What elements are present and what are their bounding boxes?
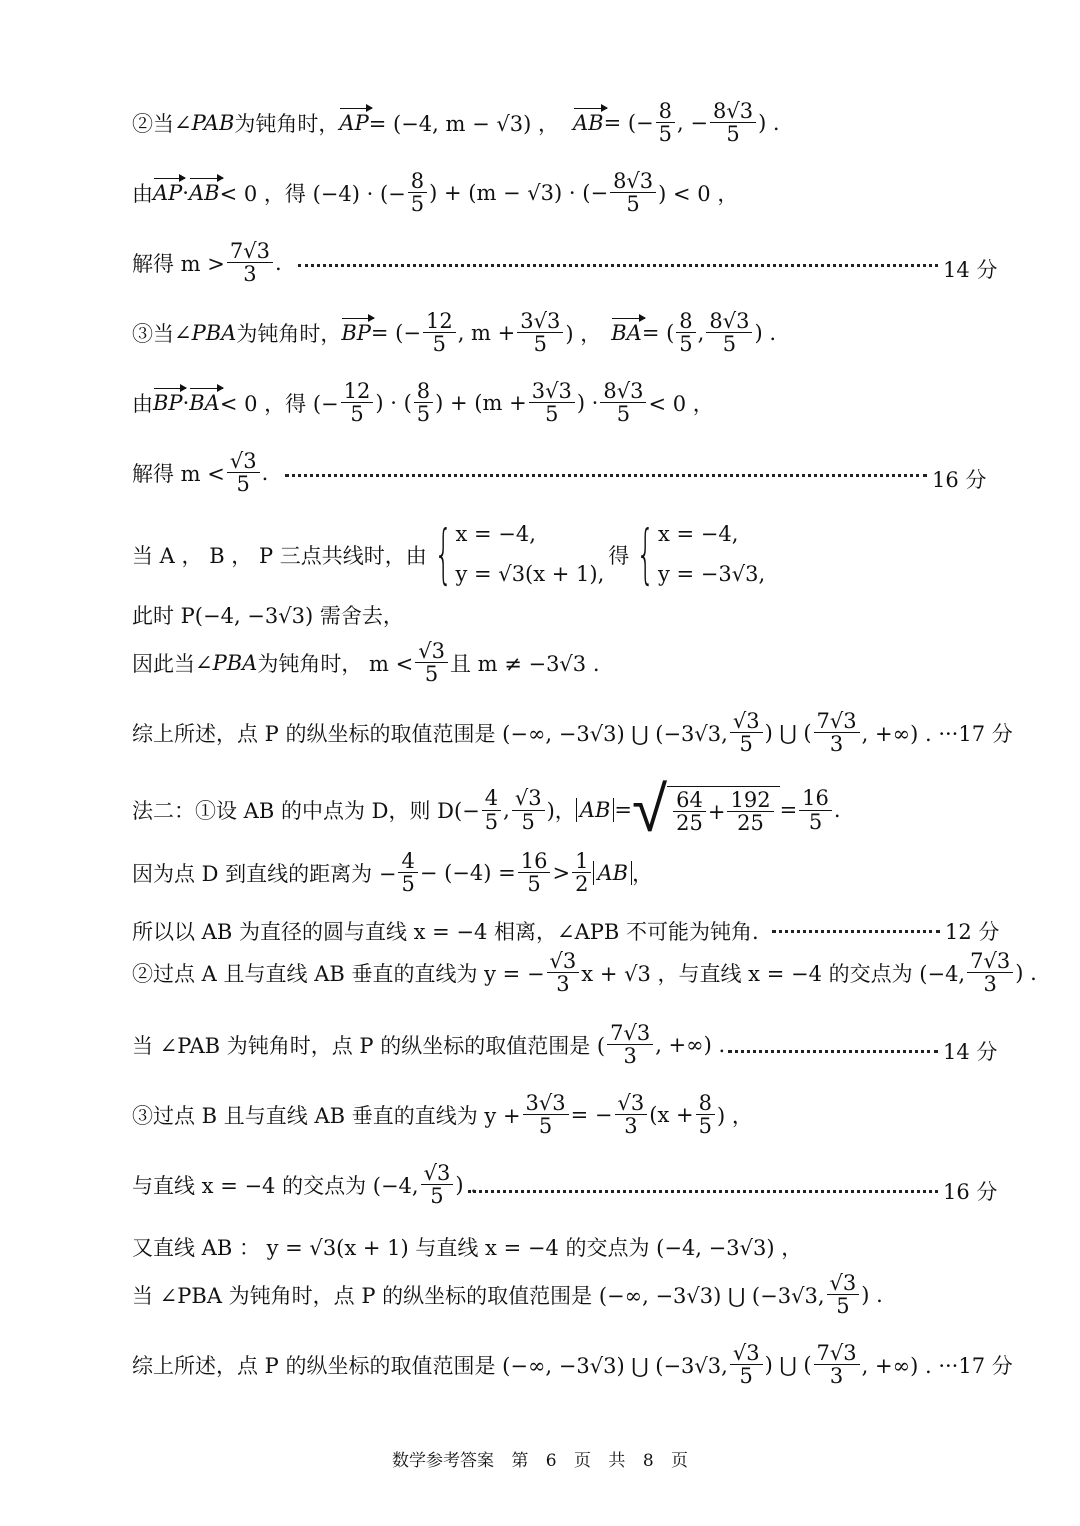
math: ) ，: [716, 1103, 753, 1128]
math: = (−: [370, 320, 421, 345]
fraction: $\frac{1}{2}$: [572, 850, 591, 895]
fraction: $\frac{8}{5}$: [414, 380, 433, 425]
line-17: [132, 1162, 477, 1207]
math: < 0 ，得 (−: [219, 391, 339, 416]
math: =: [614, 798, 632, 822]
text: 当 A ， B ， P 三点共线时，由: [132, 543, 427, 568]
score-leader: [468, 1190, 938, 1193]
score: 16 分: [932, 468, 987, 492]
line-7: [132, 515, 769, 595]
page-footer: [0, 1446, 1080, 1471]
vector-ap: AP: [153, 180, 183, 205]
math: ) .: [455, 1172, 477, 1197]
line-12: [132, 850, 653, 895]
text: 综上所述，点 P 的纵坐标的取值范围是 (−∞, −3√3) ⋃ (−3√3,: [132, 1353, 728, 1378]
line-6: [132, 450, 268, 495]
line-20: [132, 1342, 1013, 1387]
math: ∠PBA: [195, 650, 258, 675]
text: 当 ∠PAB 为钝角时，点 P 的纵坐标的取值范围是 (: [132, 1033, 606, 1058]
math: ) ⋃ (: [764, 720, 812, 745]
text: 与直线 x = −4 的交点为 (−4,: [132, 1173, 419, 1198]
footer-subject: 数学参考答案: [391, 1451, 494, 1471]
math: , +∞) . ···17 分: [861, 1353, 1013, 1378]
math: ) .: [754, 320, 777, 345]
line-4: ③当 ∠PBA 为钝角时， BP = (− $\frac{12}{5}$ , m + $\frac{3√3}{5}$ ) ， BA = ( $\frac{8}{5}$ , $\frac{8√3}{5}$ ) .: [132, 309, 777, 357]
line-10: [132, 710, 1013, 755]
vector-ab: AB: [188, 180, 220, 205]
text: 为钝角时，: [236, 321, 342, 346]
fraction: $\frac{12}{5}$: [341, 380, 374, 425]
math: = (: [641, 320, 675, 345]
fraction: $\frac{√3}{3}$: [547, 950, 580, 995]
vector-ba: BA: [611, 320, 642, 345]
fraction: $\frac{12}{5}$: [423, 310, 456, 355]
math: ) .: [1015, 960, 1037, 985]
math: 且 m ≠ −3√3 .: [449, 651, 600, 676]
text: 为钝角时， m <: [257, 651, 414, 676]
math: ) < 0 ，: [658, 181, 739, 206]
fraction: $\frac{7√3}{3}$: [967, 950, 1013, 995]
fraction: $\frac{16}{5}$: [518, 850, 551, 895]
line-13: 所以以 AB 为直径的圆与直线 x = −4 相离，∠APB 不可能为钝角.: [132, 920, 759, 944]
math: , m +: [457, 320, 516, 345]
fraction: $\frac{8√3}{5}$: [706, 310, 752, 355]
fraction: $\frac{3√3}{5}$: [517, 310, 563, 355]
math: − (−4) =: [419, 860, 516, 885]
math: ) .: [758, 110, 780, 135]
score-leader: [285, 474, 927, 477]
math: ，: [632, 861, 654, 886]
math: < 0 ，: [648, 391, 714, 416]
math: ) ·: [576, 390, 599, 415]
fraction: $\frac{16}{5}$: [799, 787, 832, 832]
fraction: $\frac{√3}{5}$: [415, 640, 448, 685]
text: 得: [608, 543, 630, 568]
fraction: $\frac{√3}{5}$: [227, 450, 260, 495]
equation-system: { x = −4, y = −3√3,: [636, 517, 766, 592]
fraction: $\frac{4}{5}$: [398, 850, 417, 895]
fraction: $\frac{√3}{5}$: [421, 1162, 454, 1207]
score-leader: [772, 930, 940, 933]
math: =: [779, 798, 798, 822]
fraction: $\frac{8}{5}$: [656, 100, 675, 145]
fraction: $\frac{8√3}{5}$: [600, 380, 646, 425]
fraction: $\frac{√3}{5}$: [730, 710, 763, 755]
math: ∠PBA: [174, 320, 237, 345]
line-11: 法二：①设 AB 的中点为 D，则 D(− $\frac{4}{5}$ , $\frac{√3}{5}$ )， AB = √ $\frac{64}{25}$ + $\frac{192}{25}$ = $\frac{16}{5}$ .: [132, 773, 841, 847]
text: 由: [132, 391, 153, 416]
math: >: [552, 860, 571, 885]
line-3: [132, 240, 282, 285]
math: = (−4, m − √3) ，: [368, 111, 559, 136]
math: < 0 ，得 (−4) · (−: [219, 181, 406, 206]
math: ) + (m +: [435, 390, 527, 415]
fraction: $\frac{3√3}{5}$: [529, 380, 575, 425]
fraction: $\frac{8}{5}$: [676, 310, 695, 355]
vector-ap: AP: [339, 110, 369, 135]
fraction: $\frac{8√3}{5}$: [710, 100, 756, 145]
fraction: $\frac{√3}{5}$: [512, 787, 545, 832]
vector-ab: AB: [572, 110, 604, 135]
text: ②当: [132, 111, 174, 136]
footer-text: 页: [574, 1451, 591, 1471]
page-number: 6: [545, 1451, 557, 1471]
vector-bp: BP: [341, 320, 371, 345]
line-16: [132, 1092, 753, 1137]
text: ③当: [132, 321, 174, 346]
math: .: [274, 250, 282, 275]
fraction: $\frac{4}{5}$: [482, 787, 501, 832]
math: ) · (: [375, 390, 412, 415]
text: 因为点 D 到直线的距离为 −: [132, 861, 397, 886]
score-leader: [728, 1050, 938, 1053]
score: 14 分: [943, 258, 998, 282]
math: ) + (m − √3) · (−: [429, 180, 609, 205]
text: ③过点 B 且与直线 AB 垂直的直线为 y +: [132, 1103, 521, 1128]
text: 综上所述，点 P 的纵坐标的取值范围是 (−∞, −3√3) ⋃ (−3√3,: [132, 721, 728, 746]
math: , −: [677, 110, 708, 135]
vector-ba: BA: [189, 390, 220, 415]
math: ) ，: [565, 321, 602, 346]
fraction: $\frac{8}{5}$: [408, 170, 427, 215]
math: ) ⋃ (: [764, 1352, 812, 1377]
line-1: [132, 100, 780, 145]
math: , +∞) . ···17 分: [861, 721, 1013, 746]
line-15: [132, 1022, 725, 1067]
line-9: [132, 640, 600, 685]
fraction: $\frac{8√3}{5}$: [610, 170, 656, 215]
fraction: $\frac{3√3}{5}$: [523, 1092, 569, 1137]
math: ·: [182, 180, 189, 205]
fraction: $\frac{7√3}{3}$: [814, 1342, 860, 1387]
text: 法二：①设 AB 的中点为 D，则 D(−: [132, 799, 480, 823]
math: )，: [546, 799, 576, 823]
fraction: $\frac{8}{5}$: [696, 1092, 715, 1137]
fraction: $\frac{√3}{5}$: [827, 1272, 860, 1317]
line-14: [132, 950, 1037, 995]
math: ) .: [861, 1282, 883, 1307]
footer-text: 共: [608, 1451, 626, 1471]
text: ②过点 A 且与直线 AB 垂直的直线为 y = −: [132, 961, 545, 986]
line-5: [132, 380, 714, 425]
math: ∠PAB: [174, 110, 235, 135]
equation-system: { x = −4, y = √3(x + 1),: [433, 517, 605, 592]
abs-ab: AB: [576, 798, 615, 822]
text: 解得 m <: [132, 461, 225, 486]
fraction: $\frac{√3}{5}$: [730, 1342, 763, 1387]
vector-bp: BP: [153, 390, 183, 415]
footer-text: 页: [671, 1451, 689, 1471]
score-leader: [298, 264, 938, 267]
text: 解得 m >: [132, 251, 225, 276]
math: = (−: [603, 110, 654, 135]
line-8: 此时 P(−4, −3√3) 需舍去，: [132, 604, 404, 628]
math: ·: [182, 390, 190, 415]
math: x + √3 ，与直线 x = −4 的交点为 (−4,: [581, 961, 966, 986]
score: 12 分: [945, 920, 1000, 944]
score: 14 分: [943, 1040, 998, 1064]
footer-text: 第: [511, 1451, 529, 1471]
fraction: $\frac{√3}{3}$: [615, 1092, 648, 1137]
math: .: [833, 798, 841, 822]
text: 为钝角时，: [234, 111, 340, 136]
math: (x +: [649, 1102, 694, 1127]
math: = −: [570, 1102, 613, 1127]
fraction: $\frac{7√3}{3}$: [607, 1022, 653, 1067]
line-2: [132, 170, 738, 215]
math: .: [261, 460, 269, 485]
fraction: $\frac{7√3}{3}$: [814, 710, 860, 755]
line-19: [132, 1272, 883, 1317]
math: , +∞) .: [655, 1032, 726, 1057]
page-total: 8: [642, 1451, 654, 1471]
abs-ab: AB: [593, 861, 632, 885]
text: 由: [132, 181, 153, 206]
score: 16 分: [943, 1180, 998, 1204]
text: 当 ∠PBA 为钝角时，点 P 的纵坐标的取值范围是 (−∞, −3√3) ⋃ (−3√3,: [132, 1283, 825, 1308]
sqrt: √ $\frac{64}{25}$ + $\frac{192}{25}$: [632, 778, 780, 842]
text: 因此当: [132, 651, 195, 676]
fraction: $\frac{7√3}{3}$: [227, 240, 273, 285]
line-18: 又直线 AB ： y = √3(x + 1) 与直线 x = −4 的交点为 (−4, −3√3) ，: [132, 1236, 803, 1260]
